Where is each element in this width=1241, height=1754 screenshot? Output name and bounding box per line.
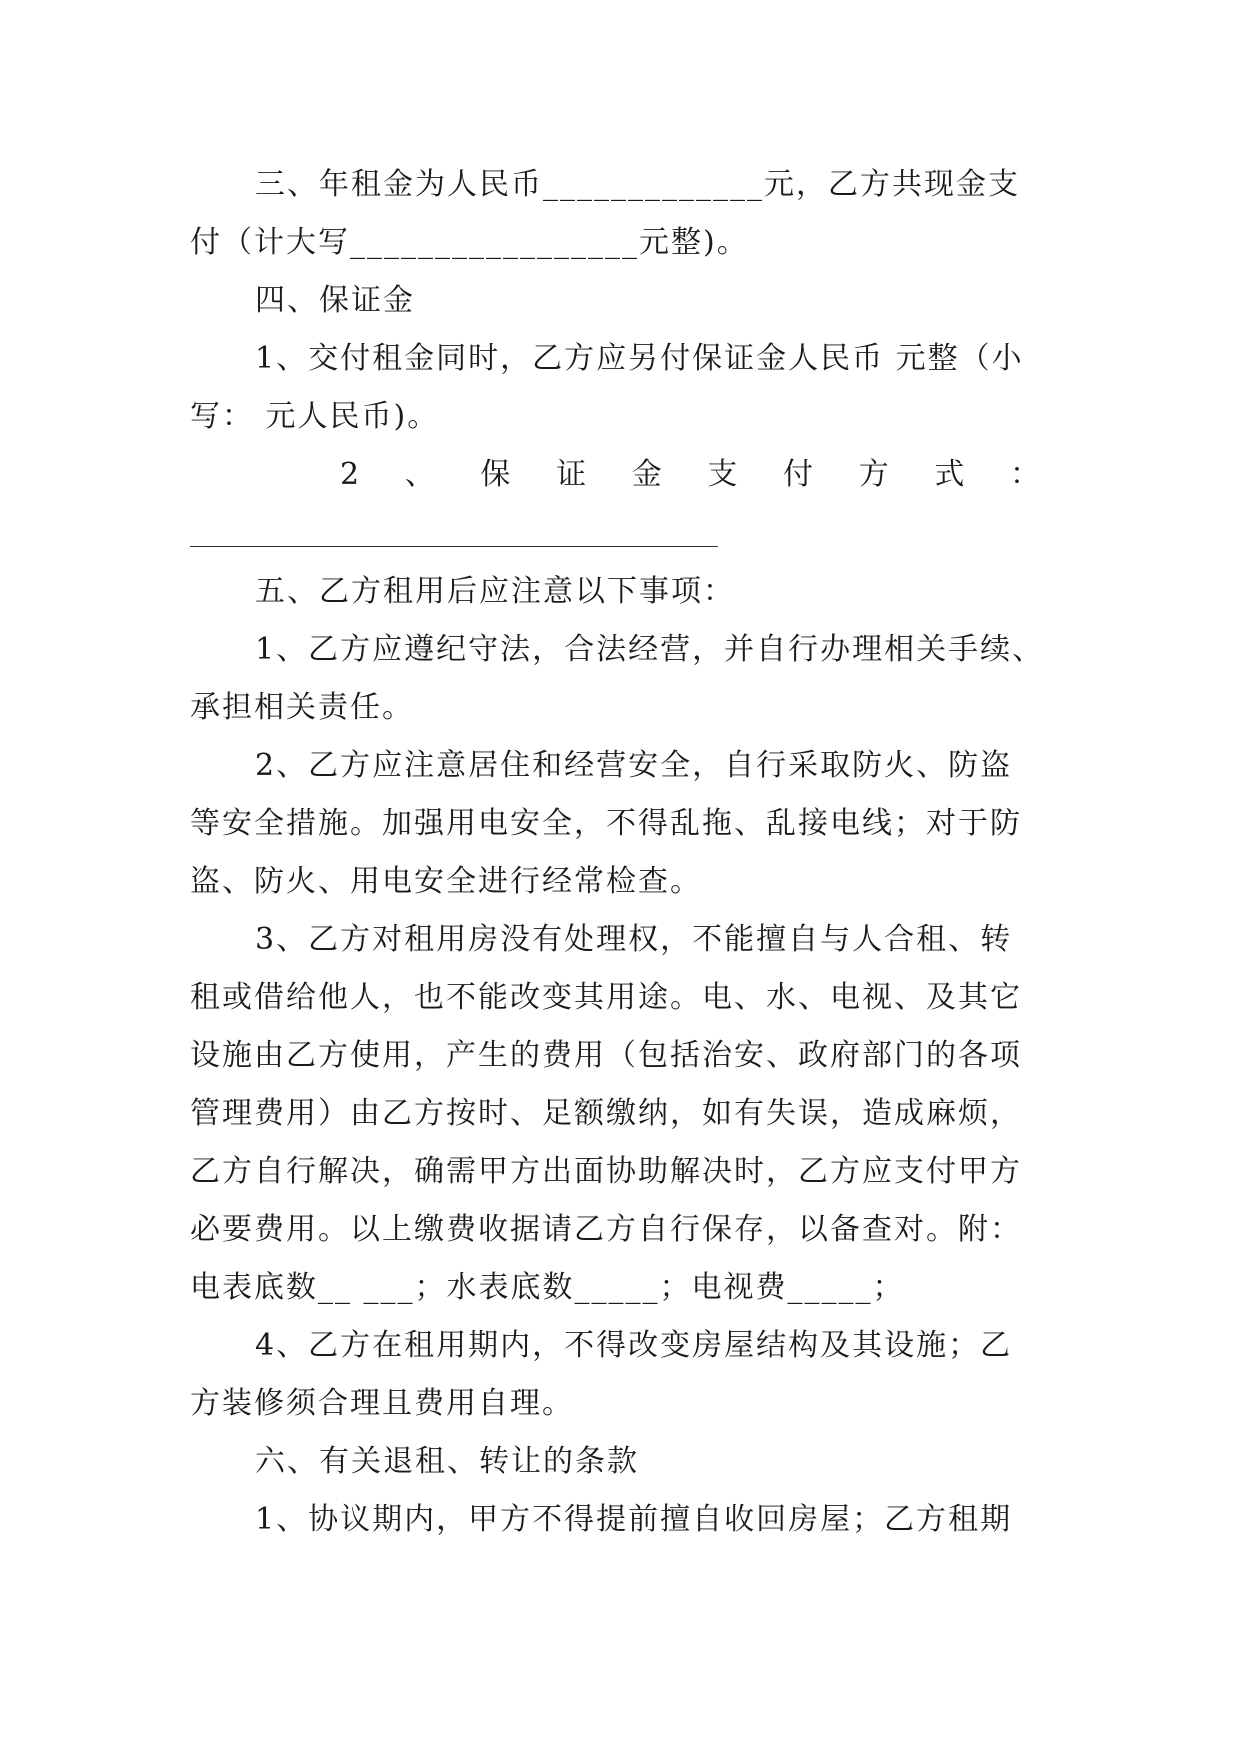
deposit-method-char: ：	[1010, 457, 1040, 492]
deposit-method-char: 2	[340, 457, 360, 492]
paragraph-line: 付（计大写_________________元整)。	[190, 225, 749, 260]
paragraph-line: 2、乙方应注意居住和经营安全，自行采取防火、防盗	[255, 748, 1013, 783]
deposit-method-char: 保	[480, 457, 511, 492]
paragraph-line: 1、乙方应遵纪守法，合法经营，并自行办理相关手续、	[255, 632, 1045, 667]
deposit-method-char: 方	[858, 457, 889, 492]
paragraph-line: 承担相关责任。	[190, 690, 414, 725]
paragraph-line: 盗、防火、用电安全进行经常检查。	[190, 864, 702, 899]
deposit-method-char: 付	[783, 457, 814, 492]
deposit-method-char: 金	[631, 457, 662, 492]
deposit-method-char: 证	[556, 457, 587, 492]
paragraph-line: 电表底数__ ___；水表底数_____；电视费_____；	[190, 1270, 905, 1305]
deposit-method-line	[340, 455, 1040, 495]
paragraph-line: 乙方自行解决，确需甲方出面协助解决时，乙方应支付甲方	[190, 1154, 1022, 1189]
blank-fill-line	[190, 546, 718, 547]
paragraph-line: 3、乙方对租用房没有处理权，不能擅自与人合租、转	[255, 922, 1013, 957]
paragraph-line: 管理费用）由乙方按时、足额缴纳，如有失误，造成麻烦，	[190, 1096, 1022, 1131]
deposit-method-char: 式	[934, 457, 965, 492]
paragraph-line: 写： 元人民币)。	[190, 399, 440, 434]
paragraph-line: 方装修须合理且费用自理。	[190, 1386, 574, 1421]
paragraph-line: 4、乙方在租用期内，不得改变房屋结构及其设施；乙	[255, 1328, 1013, 1363]
paragraph-line: 必要费用。以上缴费收据请乙方自行保存，以备查对。附：	[190, 1212, 1022, 1247]
paragraph-line: 1、协议期内，甲方不得提前擅自收回房屋；乙方租期	[255, 1502, 1013, 1537]
paragraph-line: 1、交付租金同时，乙方应另付保证金人民币 元整（小	[255, 341, 1024, 376]
paragraph-line: 设施由乙方使用，产生的费用（包括治安、政府部门的各项	[190, 1038, 1022, 1073]
deposit-method-char: 、	[404, 457, 435, 492]
paragraph-line: 等安全措施。加强用电安全，不得乱拖、乱接电线；对于防	[190, 806, 1022, 841]
section-heading: 六、有关退租、转让的条款	[255, 1444, 639, 1479]
paragraph-line: 三、年租金为人民币_____________元，乙方共现金支	[255, 167, 1020, 202]
deposit-method-char: 支	[707, 457, 738, 492]
section-heading: 五、乙方租用后应注意以下事项：	[255, 574, 735, 609]
section-heading: 四、保证金	[255, 283, 415, 318]
paragraph-line: 租或借给他人，也不能改变其用途。电、水、电视、及其它	[190, 980, 1022, 1015]
